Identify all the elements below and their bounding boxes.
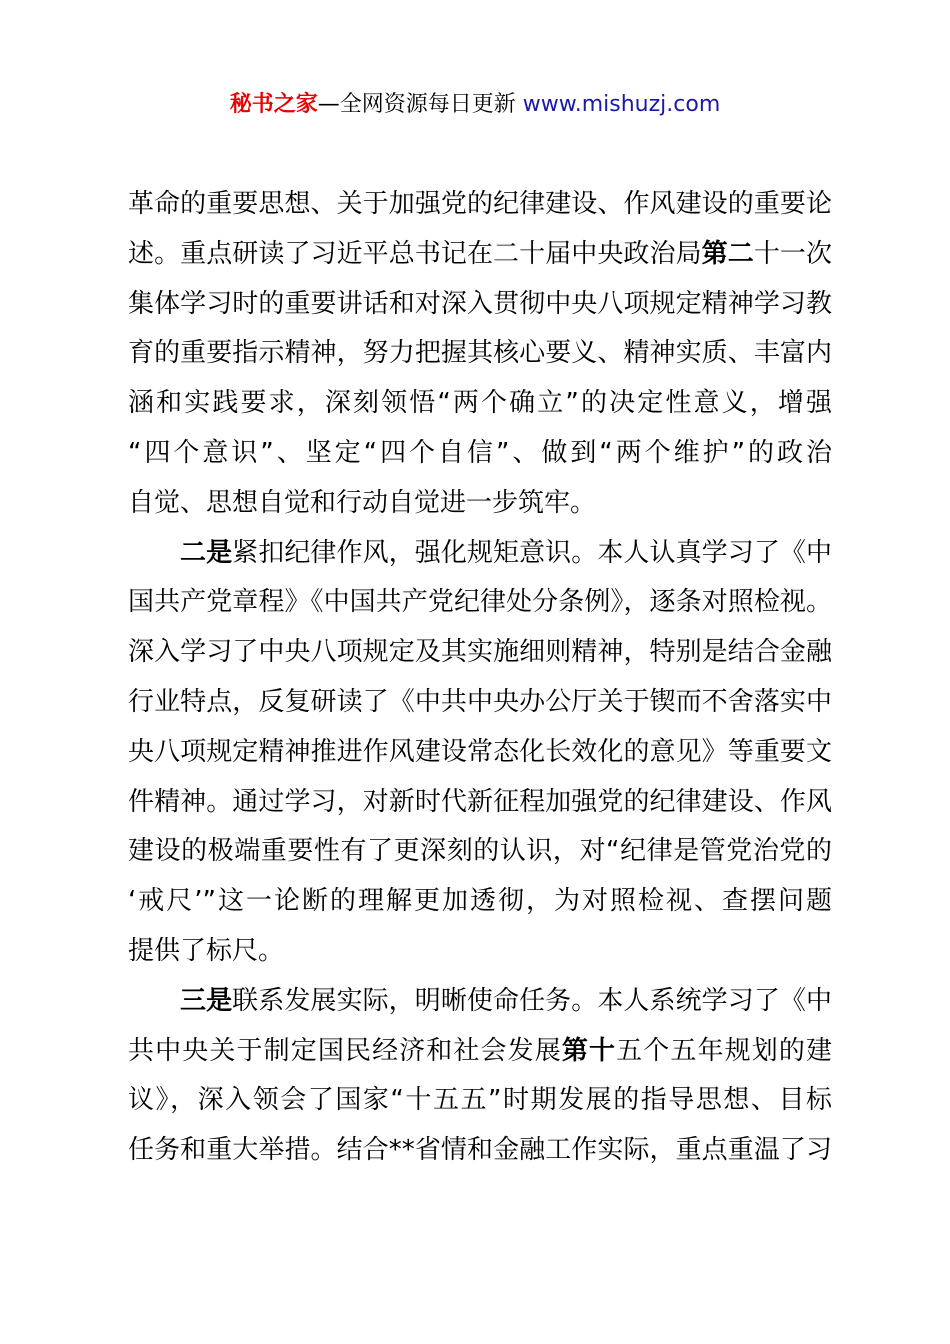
text-segment: 述。重点研读了习近平总书记在二十届中央政治局	[128, 238, 702, 269]
text-line: 建设的极端重要性有了更深刻的认识，对“纪律是管党治党的	[128, 836, 832, 867]
text-line: 件精神。通过学习，对新时代新征程加强党的纪律建设、作风	[128, 786, 832, 817]
text-segment: 十一次	[753, 238, 832, 269]
text-segment: 共中央关于制定国民经济和社会发展	[128, 1035, 562, 1066]
brand-name: 秘书之家	[229, 92, 318, 117]
text-line: 国共产党章程》《中国共产党纪律处分条例》，逐条对照检视。	[128, 587, 832, 618]
paragraph-2	[128, 529, 832, 977]
text-line	[128, 1027, 832, 1077]
bold-text: 第十	[561, 1035, 617, 1066]
text-line	[128, 529, 832, 579]
text-line: 行业特点，反复研读了《中共中央办公厅关于锲而不舍落实中	[128, 686, 832, 717]
text-line	[128, 977, 832, 1027]
text-line: 涵和实践要求，深刻领悟“两个确立”的决定性意义，增强	[128, 388, 832, 419]
text-line: 任务和重大举措。结合**省情和金融工作实际，重点重温了习	[128, 1135, 832, 1166]
text-segment: 五个五年规划的建	[616, 1035, 832, 1066]
bold-text: 第二	[701, 238, 754, 269]
text-line: 央八项规定精神推进作风建设常态化长效化的意见》等重要文	[128, 736, 832, 767]
paragraph-1	[128, 180, 832, 529]
text-line: 提供了标尺。	[128, 935, 285, 966]
text-segment: 紧扣纪律作风，强化规矩意识。本人认真学习了《中	[232, 537, 832, 568]
text-line: 革命的重要思想、关于加强党的纪律建设、作风建设的重要论	[128, 189, 832, 219]
paragraph-3	[128, 977, 832, 1176]
document-body	[128, 180, 832, 1176]
text-segment: 联系发展实际，明晰使命任务。本人系统学习了《中	[232, 985, 832, 1016]
bold-lead: 三是	[180, 985, 233, 1016]
text-line: 集体学习时的重要讲话和对深入贯彻中央八项规定精神学习教	[128, 288, 832, 319]
text-line	[128, 230, 832, 280]
text-line: ‘戒尺’”这一论断的理解更加透彻，为对照检视、查摆问题	[128, 886, 832, 917]
text-line: 育的重要指示精神，努力把握其核心要义、精神实质、丰富内	[128, 338, 832, 369]
header-url[interactable]: www.mishuzj.com	[522, 92, 721, 117]
page-header	[0, 88, 950, 122]
bold-lead: 二是	[180, 537, 233, 568]
header-tagline: —全网资源每日更新	[317, 92, 516, 117]
text-line: “四个意识”、坚定“四个自信”、做到“两个维护”的政治	[128, 437, 832, 468]
text-line: 深入学习了中央八项规定及其实施细则精神，特别是结合金融	[128, 637, 832, 668]
text-line: 议》，深入领会了国家“十五五”时期发展的指导思想、目标	[128, 1085, 832, 1116]
text-line: 自觉、思想自觉和行动自觉进一步筑牢。	[128, 487, 597, 518]
